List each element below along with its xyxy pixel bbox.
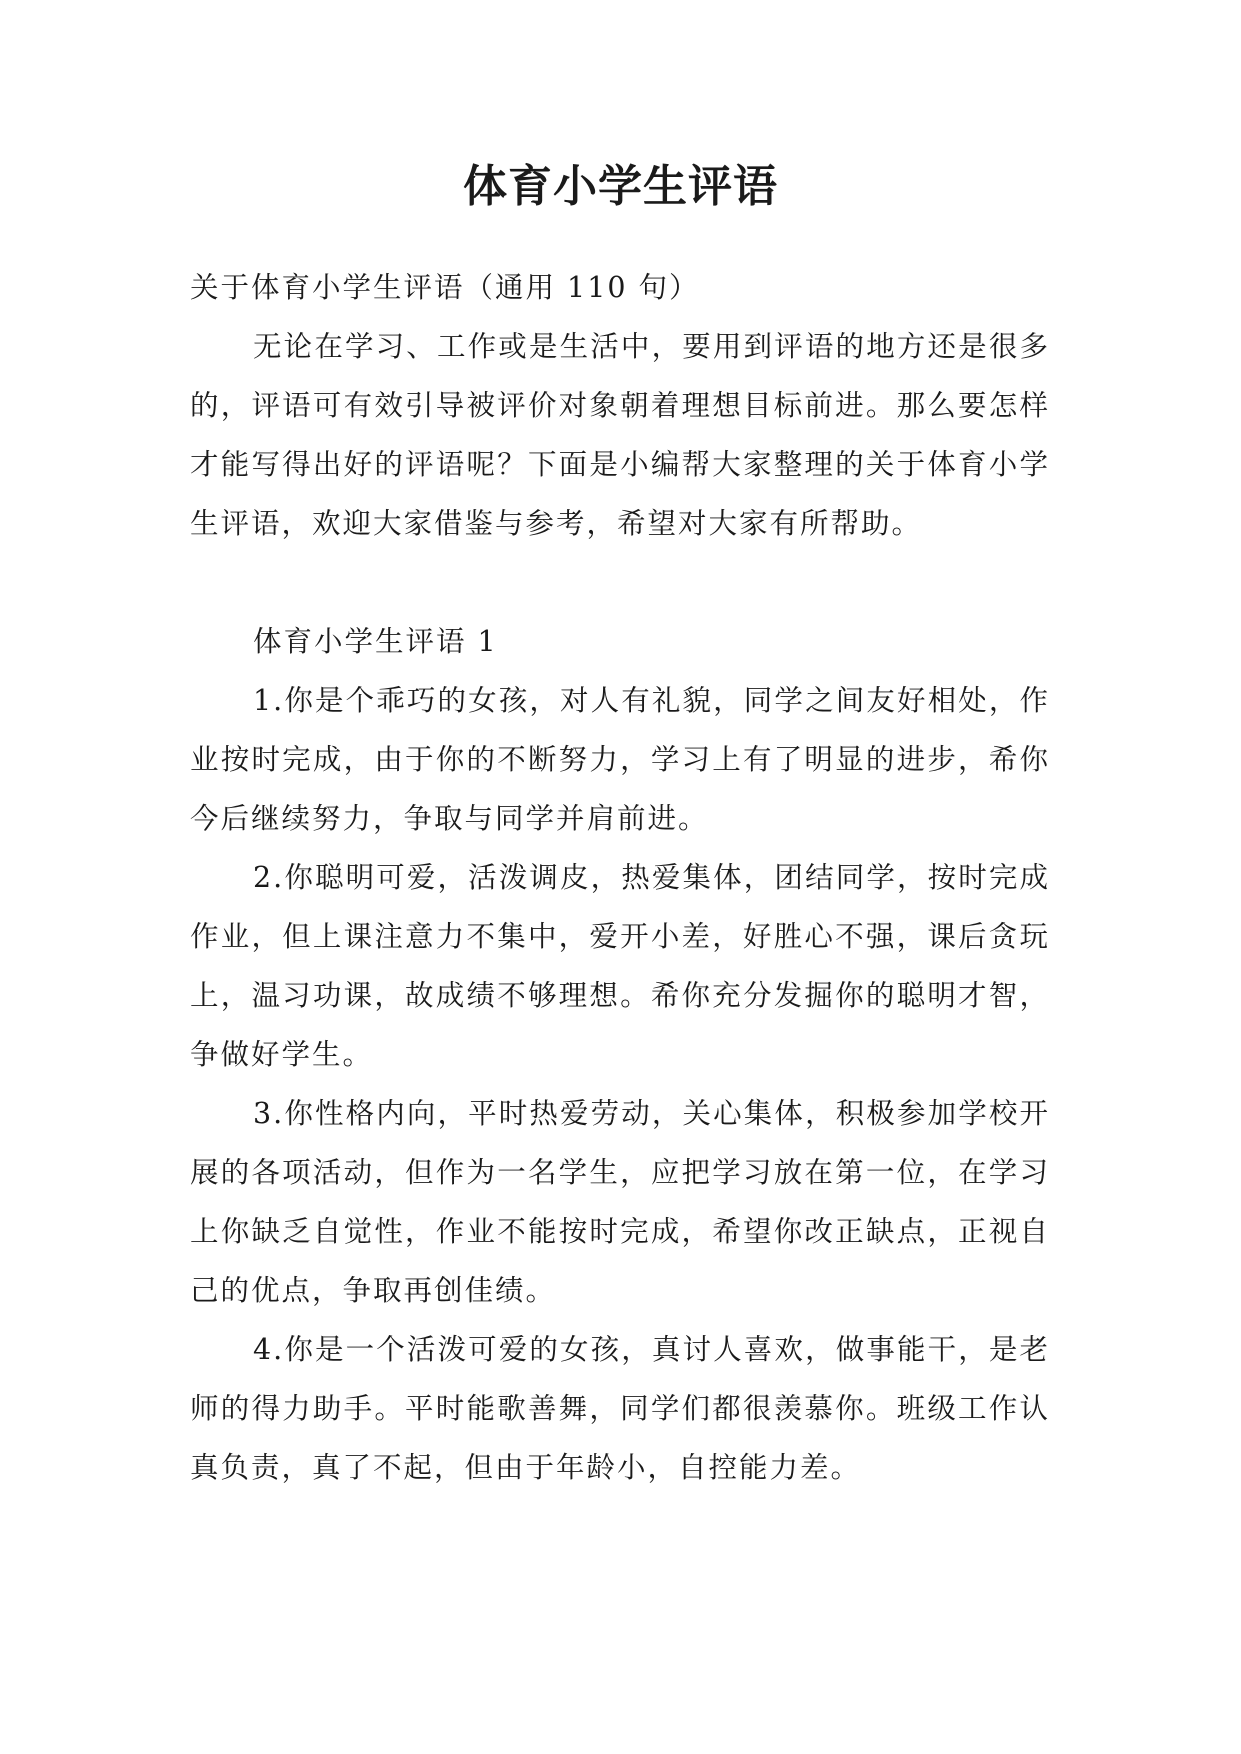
spacer <box>190 553 1050 612</box>
document-subtitle: 关于体育小学生评语（通用 110 句） <box>190 271 700 304</box>
document-title: 体育小学生评语 <box>463 161 778 212</box>
comment-item-3: 3.你性格内向，平时热爱劳动，关心集体，积极参加学校开展的各项活动，但作为一名学生，应把学习放在第一位，在学习上你缺乏自觉性，作业不能按时完成，希望你改正缺点，正视自己的优点，争取再创佳绩。 <box>190 1097 1050 1307</box>
intro-paragraph: 无论在学习、工作或是生活中，要用到评语的地方还是很多的，评语可有效引导被评价对象朝着理想目标前进。那么要怎样才能写得出好的评语呢？下面是小编帮大家整理的关于体育小学生评语，欢迎大家借鉴与参考，希望对大家有所帮助。 <box>190 330 1050 540</box>
comment-item-1: 1.你是个乖巧的女孩，对人有礼貌，同学之间友好相处，作业按时完成，由于你的不断努力，学习上有了明显的进步，希你今后继续努力，争取与同学并肩前进。 <box>190 684 1050 835</box>
comment-item-4: 4.你是一个活泼可爱的女孩，真讨人喜欢，做事能干，是老师的得力助手。平时能歌善舞，同学们都很羡慕你。班级工作认真负责，真了不起，但由于年龄小，自控能力差。 <box>190 1333 1050 1484</box>
comment-item-2: 2.你聪明可爱，活泼调皮，热爱集体，团结同学，按时完成作业，但上课注意力不集中，爱开小差，好胜心不强，课后贪玩上，温习功课，故成绩不够理想。希你充分发掘你的聪明才智，争做好学生。 <box>190 861 1050 1071</box>
section-heading: 体育小学生评语 1 <box>253 625 498 658</box>
document-body <box>190 258 1050 1497</box>
